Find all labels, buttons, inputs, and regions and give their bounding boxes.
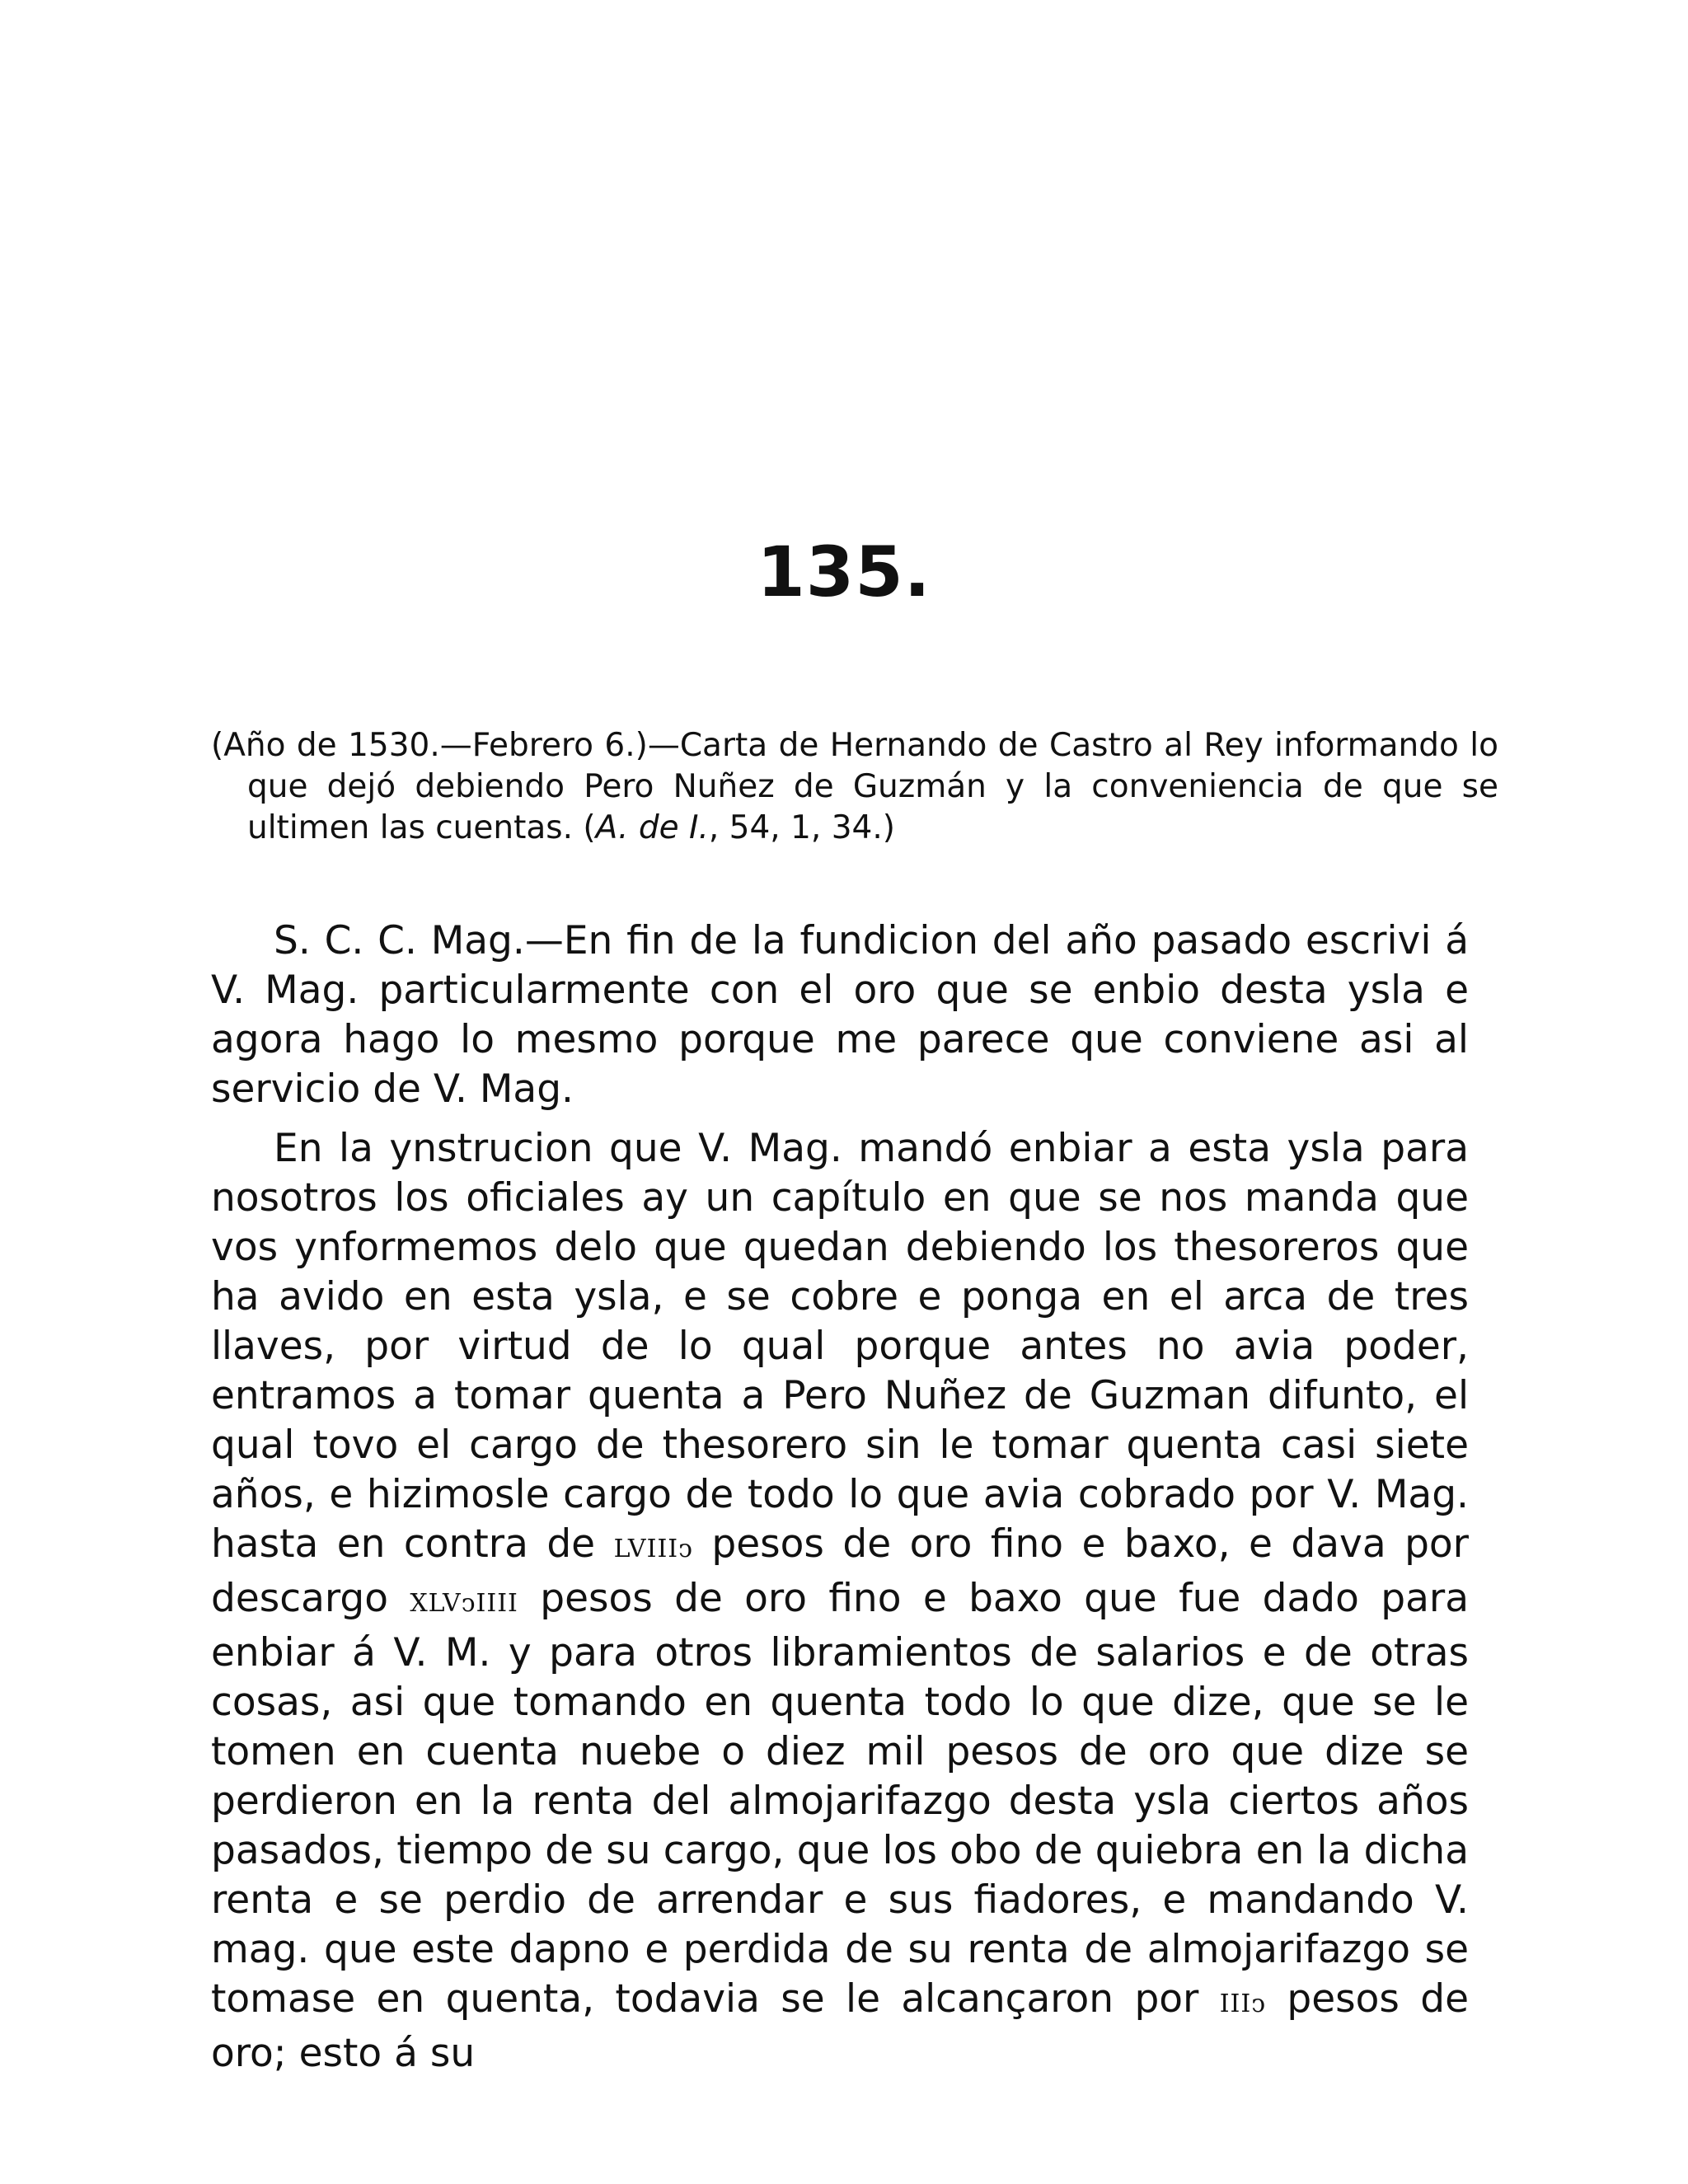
paragraph-2-part-b: pesos de oro fino e baxo, e dava por descargo — [211, 1521, 1469, 1621]
paragraph-1: S. C. C. Mag.—En fin de la fundicion del año pasado escrivi á V. Mag. particularmente con el oro que se enbio desta ysla e agora hago lo mesmo porque me parece que conviene asi al servicio de V. Mag. — [211, 918, 1469, 1112]
paragraph-2-part-a: En la ynstrucion que V. Mag. mandó enbiar a esta ysla para nosotros los oficiales ay un capítulo en que se nos manda que vos ynformemos delo que quedan debiendo los thesoreros que ha avido en esta ysla, e se cobre e ponga en el arca de tres llaves, por virtud de lo qual porque antes no avia poder, entramos a tomar quenta a Pero Nuñez de Guzman difunto, el qual tovo el cargo de thesorero sin le tomar quenta casi siete años, e hizimosle cargo de todo lo que avia cobrado por V. Mag. hasta en contra de — [211, 1126, 1469, 1567]
letter-body — [211, 916, 1469, 2088]
roman-numeral-amount-1: LVIIIↄ — [613, 1535, 693, 1563]
paragraph-2-part-d: pesos de oro; esto á su — [211, 1976, 1469, 2076]
paragraph-2 — [211, 1124, 1469, 2079]
summary-citation-rest: , 54, 1, 34.) — [708, 809, 895, 846]
roman-numeral-amount-3: IIIↄ — [1219, 1990, 1267, 2018]
document-summary — [211, 725, 1498, 849]
paragraph-2-part-c: pesos de oro fino e baxo que fue dado para enbiar á V. M. y para otros libramientos de salarios e de otras cosas, asi que tomando en quenta todo lo que dize, que se le tomen en cuenta nuebe o diez mil pesos de oro que dize se perdieron en la renta del almojarifazgo desta ysla ciertos años pasados, tiempo de su cargo, que los obo de quiebra en la dicha renta e se perdio de arrendar e sus fiadores, e mandando V. mag. que este dapno e perdida de su renta de almojarifazgo se tomase en quenta, todavia se le alcançaron por — [211, 1576, 1469, 2022]
summary-citation-italic: A. de I. — [595, 809, 709, 846]
roman-numeral-amount-2: XLVↄIIII — [410, 1589, 518, 1618]
summary-text: (Año de 1530.—Febrero 6.)—Carta de Hernando de Castro al Rey informando lo que dejó debiendo Pero Nuñez de Guzmán y la conveniencia de que se ultimen las cuentas. ( — [211, 727, 1498, 846]
document-number: 135. — [757, 532, 931, 612]
